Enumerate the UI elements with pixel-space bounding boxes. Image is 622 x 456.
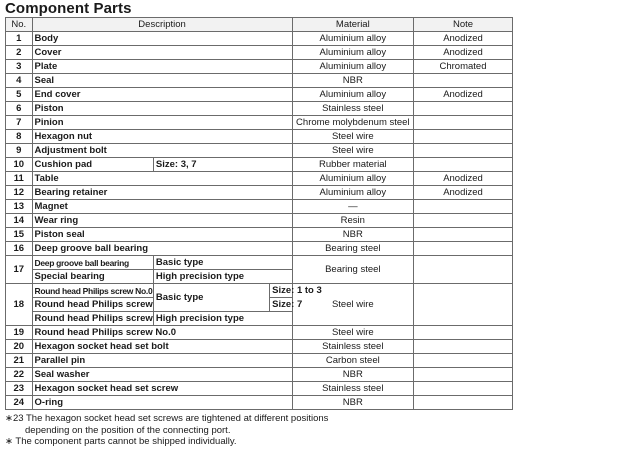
- table-row: [6, 46, 513, 60]
- row-description: Cushion pad: [32, 158, 153, 172]
- row-note: [414, 102, 513, 116]
- table-row: [6, 60, 513, 74]
- row-no: 22: [6, 368, 33, 382]
- row-description: O-ring: [32, 396, 292, 410]
- row-description: Magnet: [32, 200, 292, 214]
- row-description: Plate: [32, 60, 292, 74]
- row-description: Hexagon socket head set bolt: [32, 340, 292, 354]
- row-note: [414, 116, 513, 130]
- row-no: 11: [6, 172, 33, 186]
- table-row: [6, 172, 513, 186]
- row-no: 24: [6, 396, 33, 410]
- row-material: Steel wire: [292, 326, 413, 340]
- row-size: Size: 7: [270, 298, 292, 312]
- row-type: High precision type: [153, 270, 292, 284]
- row-no: 18: [6, 284, 33, 326]
- header-no: No.: [6, 18, 33, 32]
- row-description: Pinion: [32, 116, 292, 130]
- header-note: Note: [414, 18, 513, 32]
- row-type: Basic type: [153, 284, 269, 312]
- row-no: 10: [6, 158, 33, 172]
- row-description: Deep groove ball bearing: [32, 256, 153, 270]
- row-note: [414, 158, 513, 172]
- row-note: [414, 284, 513, 326]
- row-no: 20: [6, 340, 33, 354]
- component-parts-table: [5, 17, 513, 410]
- row-note: [414, 242, 513, 256]
- table-row: [6, 130, 513, 144]
- row-material: Rubber material: [292, 158, 413, 172]
- row-material: Carbon steel: [292, 354, 413, 368]
- table-row: [6, 340, 513, 354]
- row-note: [414, 382, 513, 396]
- page-title: Component Parts: [5, 0, 132, 17]
- row-material: —: [292, 200, 413, 214]
- row-no: 12: [6, 186, 33, 200]
- row-description: Round head Philips screw: [32, 298, 153, 312]
- table-row: [6, 32, 513, 46]
- row-no: 19: [6, 326, 33, 340]
- row-note: [414, 214, 513, 228]
- row-description: Round head Philips screw: [32, 312, 153, 326]
- table-row: [6, 200, 513, 214]
- row-note: [414, 256, 513, 284]
- row-description: Adjustment bolt: [32, 144, 292, 158]
- header-description: Description: [32, 18, 292, 32]
- row-description: End cover: [32, 88, 292, 102]
- row-description: Body: [32, 32, 292, 46]
- row-no: 5: [6, 88, 33, 102]
- row-no: 15: [6, 228, 33, 242]
- row-material: Bearing steel: [292, 256, 413, 284]
- row-material: Aluminium alloy: [292, 46, 413, 60]
- table-row: [6, 382, 513, 396]
- row-note: Anodized: [414, 46, 513, 60]
- row-note: Anodized: [414, 186, 513, 200]
- row-material: Chrome molybdenum steel: [292, 116, 413, 130]
- table-row: [6, 326, 513, 340]
- row-material: Aluminium alloy: [292, 60, 413, 74]
- row-no: 9: [6, 144, 33, 158]
- row-description: Seal washer: [32, 368, 292, 382]
- row-material: Resin: [292, 214, 413, 228]
- row-no: 6: [6, 102, 33, 116]
- row-note: [414, 326, 513, 340]
- row-material: Bearing steel: [292, 242, 413, 256]
- row-material: NBR: [292, 396, 413, 410]
- table-row: [6, 144, 513, 158]
- table-row: [6, 88, 513, 102]
- row-no: 3: [6, 60, 33, 74]
- row-size: Size: 1 to 3: [270, 284, 292, 298]
- footnote: depending on the position of the connecting port.: [25, 424, 231, 436]
- row-note: Anodized: [414, 88, 513, 102]
- row-no: 17: [6, 256, 33, 284]
- row-material: NBR: [292, 368, 413, 382]
- row-no: 2: [6, 46, 33, 60]
- row-description: Hexagon socket head set screw: [32, 382, 292, 396]
- row-material: Stainless steel: [292, 382, 413, 396]
- row-material: NBR: [292, 228, 413, 242]
- row-note: Anodized: [414, 172, 513, 186]
- row-note: Chromated: [414, 60, 513, 74]
- row-description: Round head Philips screw No.0: [32, 284, 153, 298]
- row-note: [414, 354, 513, 368]
- row-description: Table: [32, 172, 292, 186]
- row-type: Basic type: [153, 256, 292, 270]
- row-note: [414, 144, 513, 158]
- row-material: Aluminium alloy: [292, 32, 413, 46]
- row-material: Steel wire: [292, 284, 413, 326]
- table-row: [6, 214, 513, 228]
- row-note: [414, 200, 513, 214]
- table-row: [6, 396, 513, 410]
- row-note: [414, 74, 513, 88]
- table-row: [6, 256, 513, 270]
- footnote: ∗ The component parts cannot be shipped individually.: [5, 436, 237, 447]
- row-description: Deep groove ball bearing: [32, 242, 292, 256]
- row-description: Cover: [32, 46, 292, 60]
- table-row: [6, 284, 513, 298]
- row-description: Wear ring: [32, 214, 292, 228]
- row-material: Aluminium alloy: [292, 88, 413, 102]
- row-size: Size: 3, 7: [153, 158, 292, 172]
- table-row: [6, 74, 513, 88]
- row-no: 1: [6, 32, 33, 46]
- header-material: Material: [292, 18, 413, 32]
- row-material: Stainless steel: [292, 340, 413, 354]
- row-no: 8: [6, 130, 33, 144]
- footnotes: [5, 413, 328, 448]
- row-material: Steel wire: [292, 130, 413, 144]
- row-note: [414, 396, 513, 410]
- row-description: Parallel pin: [32, 354, 292, 368]
- footnote: ∗23 The hexagon socket head set screws are tightened at different positions: [5, 413, 329, 424]
- row-note: Anodized: [414, 32, 513, 46]
- row-material: Stainless steel: [292, 102, 413, 116]
- row-no: 21: [6, 354, 33, 368]
- row-no: 16: [6, 242, 33, 256]
- row-note: [414, 228, 513, 242]
- row-material: Steel wire: [292, 144, 413, 158]
- table-row: [6, 242, 513, 256]
- row-description: Hexagon nut: [32, 130, 292, 144]
- row-description: Piston: [32, 102, 292, 116]
- row-description: Piston seal: [32, 228, 292, 242]
- row-no: 23: [6, 382, 33, 396]
- row-no: 14: [6, 214, 33, 228]
- row-material: Aluminium alloy: [292, 186, 413, 200]
- row-material: NBR: [292, 74, 413, 88]
- table-row: [6, 228, 513, 242]
- table-row: [6, 368, 513, 382]
- row-material: Aluminium alloy: [292, 172, 413, 186]
- table-header-row: [6, 18, 513, 32]
- row-no: 13: [6, 200, 33, 214]
- row-description: Bearing retainer: [32, 186, 292, 200]
- row-description: Seal: [32, 74, 292, 88]
- row-note: [414, 130, 513, 144]
- table-row: [6, 102, 513, 116]
- table-row: [6, 158, 513, 172]
- row-no: 4: [6, 74, 33, 88]
- row-no: 7: [6, 116, 33, 130]
- table-row: [6, 116, 513, 130]
- row-note: [414, 368, 513, 382]
- row-note: [414, 340, 513, 354]
- table-row: [6, 354, 513, 368]
- row-description: Special bearing: [32, 270, 153, 284]
- row-type: High precision type: [153, 312, 292, 326]
- table-row: [6, 186, 513, 200]
- row-description: Round head Philips screw No.0: [32, 326, 292, 340]
